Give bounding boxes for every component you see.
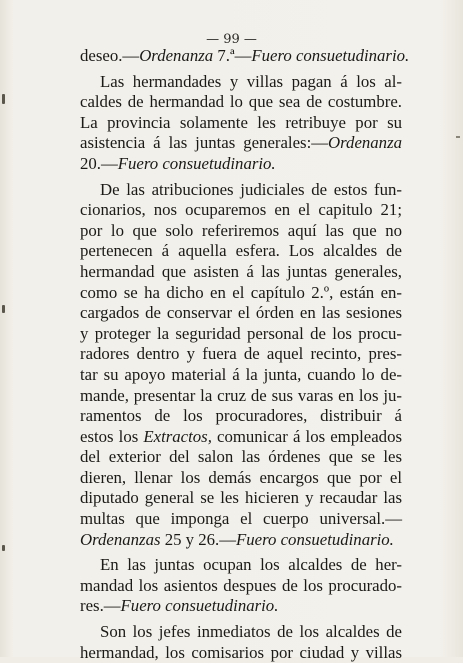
- text-run: mande, presentar la cruz de sus varas en los ju-: [80, 385, 402, 405]
- italic-text: Ordenanzas: [80, 529, 161, 549]
- text-run: ramentos de los procuradores, distribuir á: [80, 406, 402, 426]
- text-line: [80, 72, 402, 93]
- text-run: y proteger la seguridad personal de los procu-: [80, 323, 402, 343]
- text-line: [80, 154, 402, 175]
- italic-text: Ordenanza: [328, 133, 402, 153]
- paragraph: [80, 72, 402, 175]
- text-line: [80, 576, 402, 597]
- text-run: cargados de conservar el órden en las sesiones: [80, 303, 402, 323]
- binding-mark: [2, 94, 5, 104]
- paragraph: [80, 46, 410, 67]
- text-line: [80, 344, 402, 365]
- italic-text: Extractos,: [143, 426, 212, 446]
- text-run: 20.—: [80, 153, 118, 173]
- italic-text: Fuero consuetudinario.: [117, 153, 276, 173]
- text-line: [80, 92, 402, 113]
- text-line: [80, 468, 402, 489]
- text-run: La provincia solamente les retribuye por su: [80, 112, 402, 132]
- text-run: diputado general se les hicieren y recaudar las: [80, 488, 402, 508]
- text-line: [80, 509, 402, 530]
- text-run: hermandad que asisten á las juntas generales,: [80, 261, 402, 281]
- text-run: Son los jefes inmediatos de los alcaldes de: [100, 622, 402, 642]
- text-line: [80, 200, 402, 221]
- text-line: [80, 622, 402, 643]
- text-line: [80, 643, 402, 663]
- text-run: caldes de hermandad lo que sea de costumbre.: [80, 92, 402, 112]
- text-run: asistencia á las juntas generales:—: [80, 133, 329, 153]
- page-number: — 99 —: [206, 32, 257, 47]
- text-run: del exterior del salon las órdenes que se les: [80, 447, 402, 467]
- italic-text: Ordenanza: [139, 46, 214, 65]
- text-run: Las hermandades y villas pagan á los al-: [100, 71, 402, 91]
- text-line: [80, 113, 402, 134]
- text-run: 7.ª—: [213, 46, 252, 65]
- text-line: [80, 180, 402, 201]
- text-run: cionarios, nos ocuparemos en el capitulo 21;: [80, 200, 402, 220]
- text-line: [80, 241, 402, 262]
- text-run: En las juntas ocupan los alcaldes de her-: [100, 555, 402, 575]
- text-run: De las atribuciones judiciales de estos fun-: [100, 179, 402, 199]
- text-line: [80, 46, 410, 67]
- text-run: res.—: [80, 596, 121, 616]
- binding-mark: [2, 305, 5, 313]
- page-edge-mark: [456, 136, 460, 138]
- text-line: [80, 488, 402, 509]
- text-line: [80, 386, 402, 407]
- body-text: [80, 46, 410, 663]
- text-line: [80, 324, 402, 345]
- text-line: [80, 283, 402, 304]
- text-line: [80, 555, 402, 576]
- text-run: 25 y 26.—: [160, 529, 237, 549]
- paragraph: [80, 180, 402, 551]
- text-run: deseo.—: [80, 46, 140, 65]
- text-run: dieren, llenar los demás encargos que por el: [80, 467, 402, 487]
- text-run: como se ha dicho en el capítulo 2.º, están en-: [80, 282, 402, 302]
- text-run: por lo que solo referiremos aquí las que no: [80, 220, 402, 240]
- text-run: tar su apoyo material á la junta, cuando lo de-: [80, 364, 402, 384]
- text-line: [80, 406, 402, 427]
- text-line: [80, 303, 402, 324]
- text-line: [80, 530, 402, 551]
- italic-text: Fuero consuetudinario.: [120, 596, 279, 616]
- paragraph: [80, 555, 402, 617]
- text-line: [80, 221, 402, 242]
- text-run: pertenecen á aquella esfera. Los alcaldes de: [80, 241, 402, 261]
- text-line: [80, 365, 402, 386]
- italic-text: Fuero consuetudinario.: [236, 529, 394, 549]
- text-line: [80, 262, 402, 283]
- text-line: [80, 447, 402, 468]
- text-run: mandad los asientos despues de los procurado-: [80, 575, 402, 595]
- text-run: multas que imponga el cuerpo universal.—: [80, 509, 402, 529]
- text-line: [80, 427, 402, 448]
- text-line: [80, 133, 402, 154]
- text-run: comunicar á los empleados: [211, 426, 402, 446]
- italic-text: Fuero consuetudinario.: [251, 46, 410, 65]
- text-line: [80, 596, 402, 617]
- text-run: estos los: [80, 426, 144, 446]
- binding-mark: [2, 545, 5, 551]
- text-run: hermandad, los comisarios por ciudad y villas: [80, 642, 402, 662]
- text-run: radores dentro y fuera de aquel recinto, pres-: [80, 344, 402, 364]
